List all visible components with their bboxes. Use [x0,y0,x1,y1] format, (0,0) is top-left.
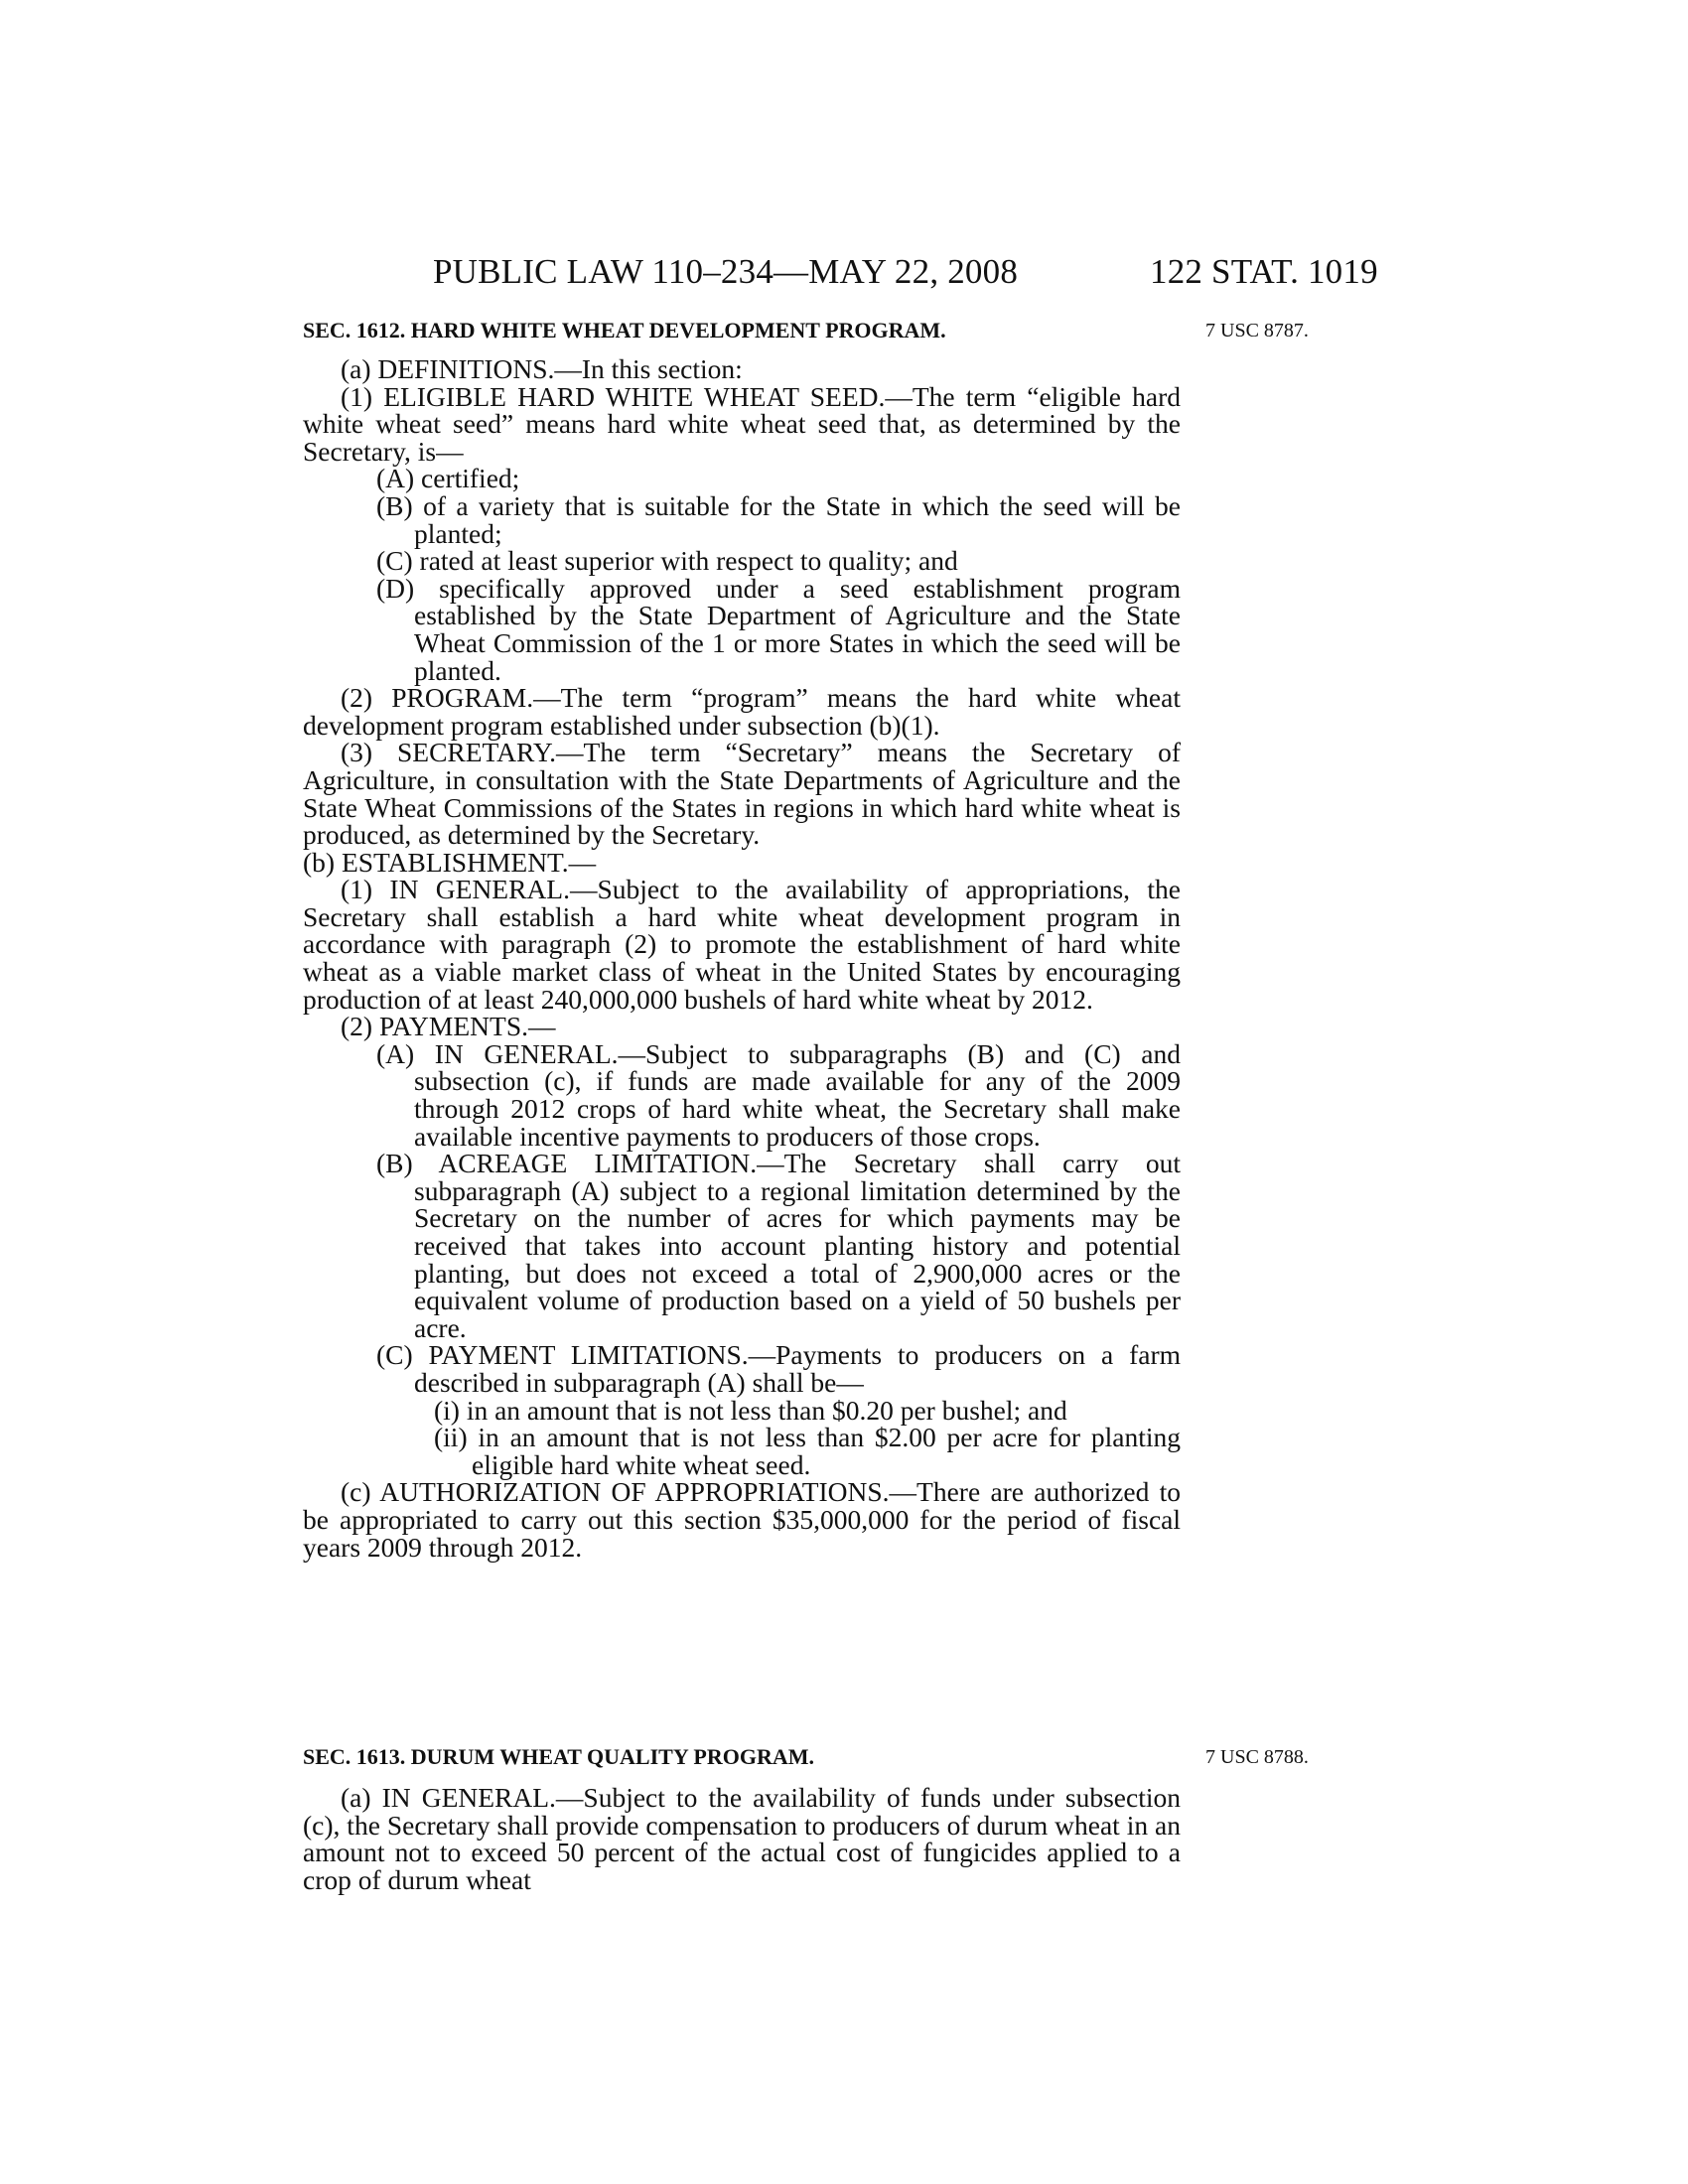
section-1612-usc-citation: 7 USC 8787. [1205,320,1309,341]
paragraph-a3-secretary: (3) SECRETARY.—The term “Secretary” means the Secretary of Agriculture, in consultation with the State Departments of Agriculture and the State Wheat Commissions of the States in regions in which hard white wheat is produced, as determined by the Secretary. [303,737,1181,851]
item-b2A-in-general: (A) IN GENERAL.—Subject to subparagraphs (B) and (C) and subsection (c), if funds are made available for any of the 2009 through 2012 crops of hard white wheat, the Secretary shall make available incentive payments to producers of those crops. [376,1037,1181,1152]
section-1613-usc-citation: 7 USC 8788. [1205,1746,1309,1768]
item-a1B: (B) of a variety that is suitable for the State in which the seed will be planted; [376,489,1181,549]
subsection-b-establishment: (b) ESTABLISHMENT.— [303,846,597,878]
item-b2C-ii: (ii) in an amount that is not less than $2.00 per acre for planting eligible hard white wheat seed. [434,1422,1181,1480]
paragraph-a1-eligible-seed: (1) ELIGIBLE HARD WHITE WHEAT SEED.—The term “eligible hard white wheat seed” means hard white wheat seed that, as determined by the Secretary, is— [303,380,1181,467]
section-1612-body [303,355,1181,1561]
running-header-law: PUBLIC LAW 110–234—MAY 22, 2008 [433,252,1019,291]
item-a1C: (C) rated at least superior with respect to quality; and [376,545,958,577]
section-1613-heading: SEC. 1613. DURUM WHEAT QUALITY PROGRAM. [303,1744,814,1769]
paragraph-b1-in-general: (1) IN GENERAL.—Subject to the availability of appropriations, the Secretary shall establish a hard white wheat development program in accordance with paragraph (2) to promote the establishment of hard white wheat as a viable market class of wheat in the United States by encouraging production of at least 240,000,000 bushels of hard white wheat by 2012. [303,874,1181,1015]
item-a1A: (A) certified; [376,463,520,494]
item-b2B-acreage-limitation: (B) ACREAGE LIMITATION.—The Secretary shall carry out subparagraph (A) subject to a regional limitation determined by the Secretary on the number of acres for which payments may be received that takes into account planting history and potential planting, but does not exceed a total of 2,900,000 acres or the equivalent volume of production based on a yield of 50 bushels per acre. [376,1148,1181,1343]
item-b2C-payment-limitations: (C) PAYMENT LIMITATIONS.—Payments to producers on a farm described in subparagraph (A) shall be— [376,1339,1181,1398]
section-1613-body [303,1784,1181,1893]
item-b2C-i: (i) in an amount that is not less than $0.20 per bushel; and [434,1394,1067,1426]
paragraph-a2-program: (2) PROGRAM.—The term “program” means the hard white wheat development program established under subsection (b)(1). [303,682,1181,741]
running-header-stat: 122 STAT. 1019 [1150,252,1378,291]
subsection-1613-a-in-general: (a) IN GENERAL.—Subject to the availability of funds under subsection (c), the Secretary shall provide compensation to producers of durum wheat in an amount not to exceed 50 percent of the actual cost of fungicides applied to a crop of durum wheat [303,1782,1181,1895]
section-1612-heading: SEC. 1612. HARD WHITE WHEAT DEVELOPMENT PROGRAM. [303,318,946,342]
subsection-a-definitions: (a) DEFINITIONS.—In this section: [341,353,743,384]
item-a1D: (D) specifically approved under a seed establishment program established by the State Department of Agriculture and the State Wheat Commission of the 1 or more States in which the seed will be planted. [376,572,1181,686]
paragraph-b2-payments: (2) PAYMENTS.— [341,1011,556,1042]
subsection-c-authorization: (c) AUTHORIZATION OF APPROPRIATIONS.—There are authorized to be appropriated to carry out this section $35,000,000 for the period of fiscal years 2009 through 2012. [303,1476,1181,1563]
